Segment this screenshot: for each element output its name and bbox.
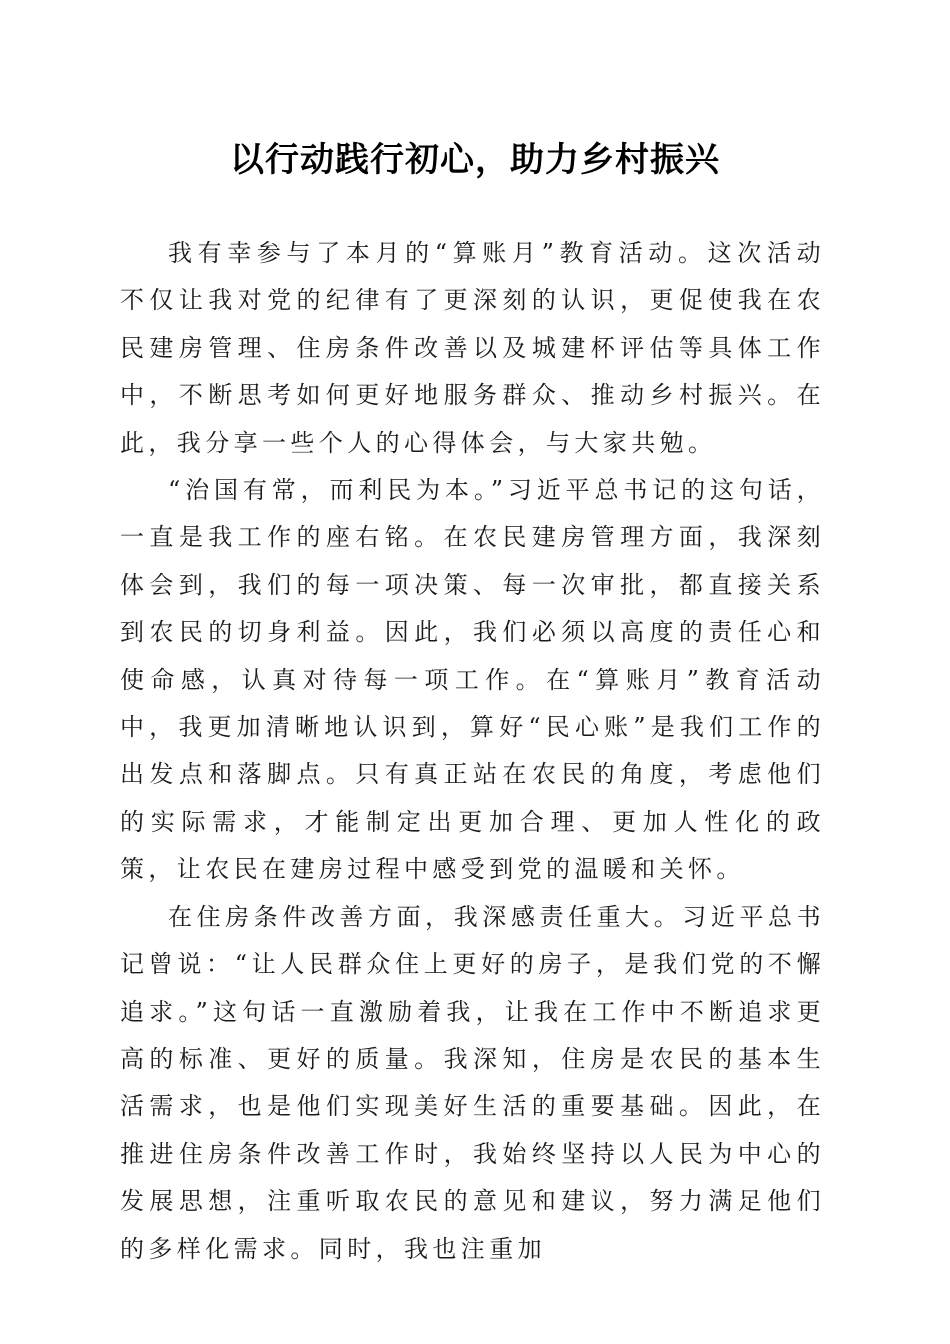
document-body [120, 230, 825, 1273]
paragraph-3: 在住房条件改善方面，我深感责任重大。习近平总书记曾说：“让人民群众住上更好的房子，是我们党的不懈追求。”这句话一直激励着我，让我在工作中不断追求更高的标准、更好的质量。我深知，住房是农民的基本生活需求，也是他们实现美好生活的重要基础。因此，在推进住房条件改善工作时，我始终坚持以人民为中心的发展思想，注重听取农民的意见和建议，努力满足他们的多样化需求。同时，我也注重加 [120, 902, 825, 1263]
paragraph-1: 我有幸参与了本月的“算账月”教育活动。这次活动不仅让我对党的纪律有了更深刻的认识，更促使我在农民建房管理、住房条件改善以及城建杯评估等具体工作中，不断思考如何更好地服务群众、推动乡村振兴。在此，我分享一些个人的心得体会，与大家共勉。 [120, 239, 825, 457]
document-title: 以行动践行初心，助力乡村振兴 [230, 140, 720, 180]
paragraph-2: “治国有常，而利民为本。”习近平总书记的这句话，一直是我工作的座右铭。在农民建房管理方面，我深刻体会到，我们的每一项决策、每一次审批，都直接关系到农民的切身利益。因此，我们必须以高度的责任心和使命感，认真对待每一项工作。在“算账月”教育活动中，我更加清晰地认识到，算好“民心账”是我们工作的出发点和落脚点。只有真正站在农民的角度，考虑他们的实际需求，才能制定出更加合理、更加人性化的政策，让农民在建房过程中感受到党的温暖和关怀。 [120, 476, 825, 884]
